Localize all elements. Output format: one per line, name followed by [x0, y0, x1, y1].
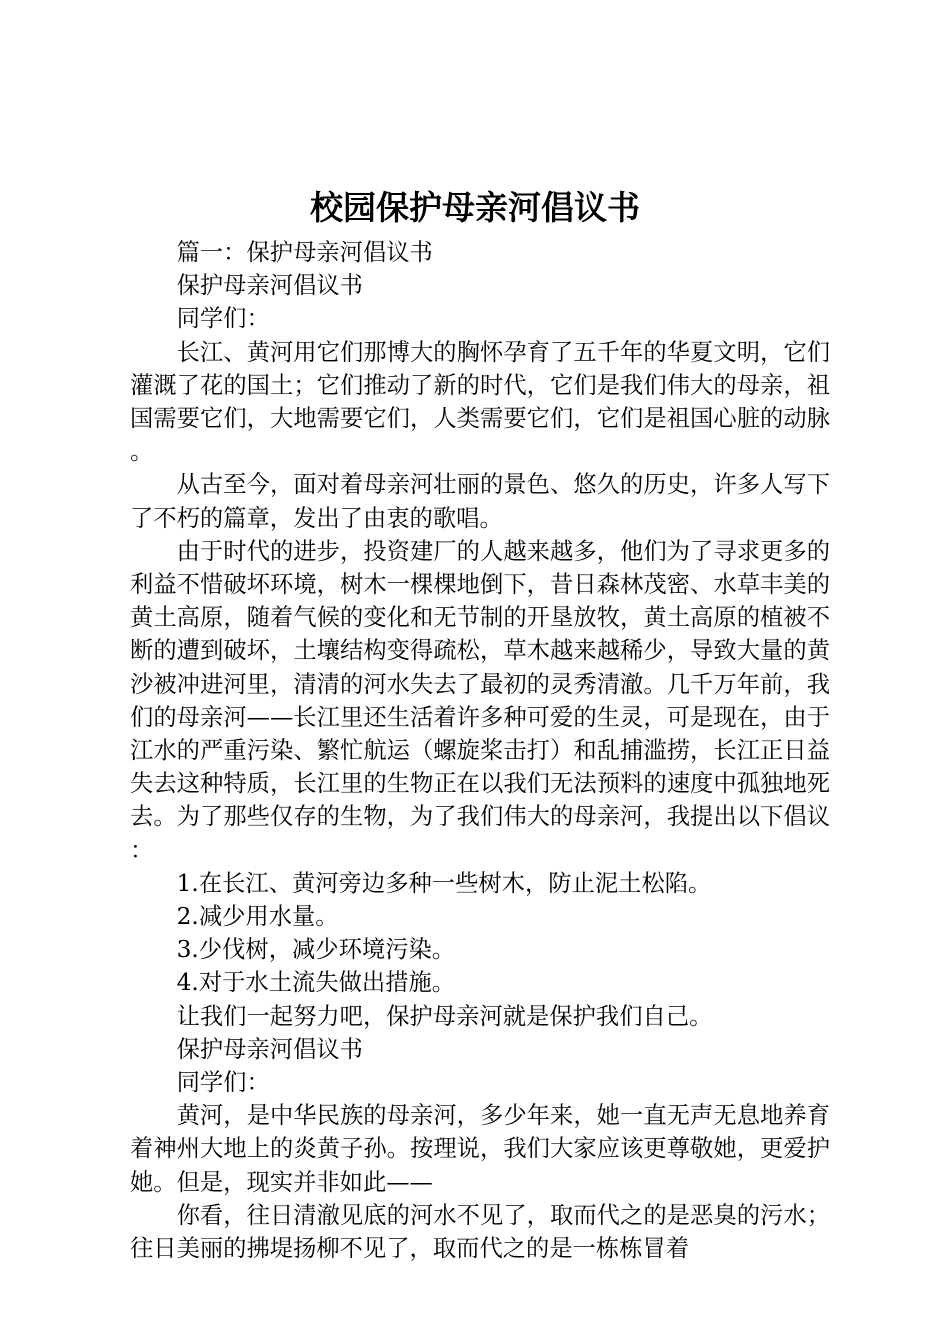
- list-item: 1.在长江、黄河旁边多种一些树木，防止泥土松陷。: [176, 869, 712, 897]
- paragraph-subtitle: 保护母亲河倡议书: [176, 1035, 363, 1063]
- paragraph: 从古至今，面对着母亲河壮丽的景色、悠久的历史，许多人写下了不朽的篇章，发出了由衷的歌唱。: [130, 471, 830, 532]
- paragraph: 让我们一起努力吧，保护母亲河就是保护我们自己。: [176, 1002, 713, 1030]
- document-body: [130, 236, 830, 1265]
- paragraph: 你看，往日清澈见底的河水不见了，取而代之的是恶臭的污水；往日美丽的拂堤扬柳不见了，取而代之的是一栋栋冒着: [130, 1201, 830, 1263]
- list-item: 4.对于水土流失做出措施。: [176, 969, 456, 997]
- paragraph: 长江、黄河用它们那博大的胸怀孕育了五千年的华夏文明，它们灌溉了花的国土；它们推动了新的时代，它们是我们伟大的母亲，祖国需要它们，大地需要它们，人类需要它们，它们是祖国心脏的动脉。: [130, 338, 830, 466]
- paragraph-section-heading: 篇一：保护母亲河倡议书: [176, 239, 433, 266]
- paragraph-subtitle: 保护母亲河倡议书: [176, 272, 363, 300]
- paragraph-greeting: 同学们：: [176, 1069, 270, 1097]
- paragraph-greeting: 同学们：: [176, 305, 270, 333]
- paragraph: 由于时代的进步，投资建厂的人越来越多，他们为了寻求更多的利益不惜破坏环境，树木一棵棵地倒下，昔日森林茂密、水草丰美的黄土高原，随着气候的变化和无节制的开垦放牧，黄土高原的植被不断的遭到破坏，土壤结构变得疏松，草木越来越稀少，导致大量的黄沙被冲进河里，清清的河水失去了最初的灵秀清澈。几千万年前，我们的母亲河——长江里还生活着许多种可爱的生灵，可是现在，由于江水的严重污染、繁忙航运（螺旋桨击打）和乱捕滥捞，长江正日益失去这种特质，长江里的生物正在以我们无法预料的速度中孤独地死去。为了那些仅存的生物，为了我们伟大的母亲河，我提出以下倡议：: [130, 537, 830, 864]
- document-title: 校园保护母亲河倡议书: [310, 188, 640, 227]
- list-item: 3.少伐树，减少环境污染。: [176, 936, 456, 964]
- paragraph: 黄河，是中华民族的母亲河，多少年来，她一直无声无息地养育着神州大地上的炎黄子孙。按理说，我们大家应该更尊敬她，更爱护她。但是，现实并非如此——: [130, 1102, 830, 1196]
- list-item: 2.减少用水量。: [176, 903, 339, 931]
